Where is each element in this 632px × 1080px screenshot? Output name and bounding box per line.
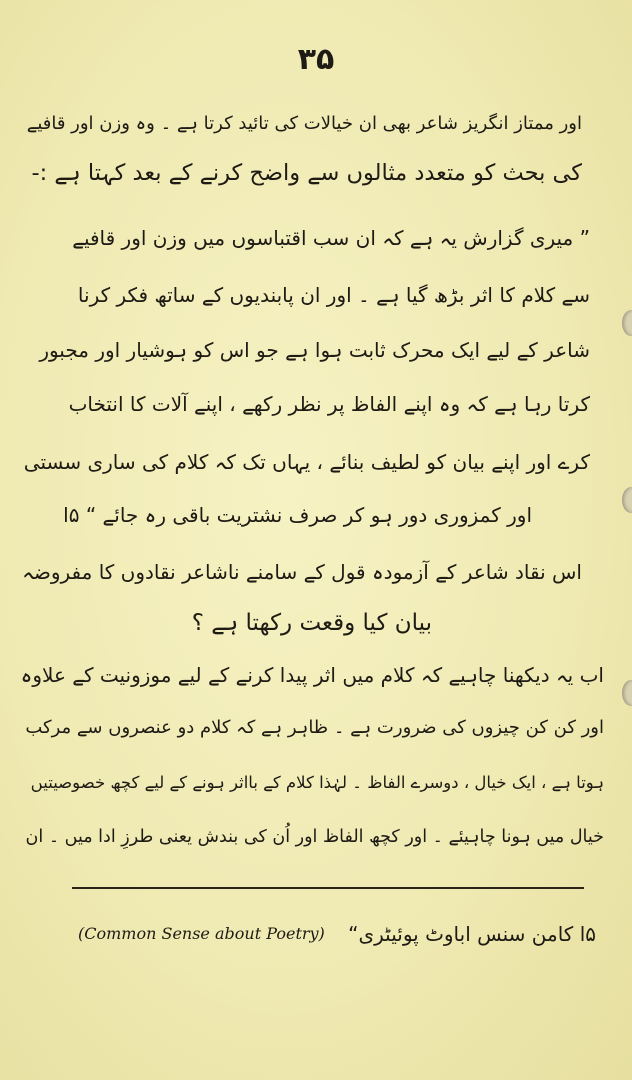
text-line: اس نقاد شاعر کے آزمودہ قول کے سامنے ناشاعر نقادوں کا مفروضہ bbox=[22, 560, 582, 584]
quote-line: اور کمزوری دور ہو کر صرف نشتریت باقی رہ جائے “ ۵ا bbox=[63, 503, 532, 527]
quote-line: کرے اور اپنے بیان کو لطیف بنائے ، یہاں تک کہ کلام کی ساری سستی bbox=[23, 450, 590, 474]
text-line: اور کن کن چیزوں کی ضرورت ہے ۔ ظاہر ہے کہ کلام دو عنصروں سے مرکب bbox=[25, 717, 604, 738]
quote-line: شاعر کے لیے ایک محرک ثابت ہوا ہے جو اس کو ہوشیار اور مجبور bbox=[39, 338, 590, 362]
footnote-urdu: ۵ا کامن سنس اباوٹ پوئیٹری“ bbox=[348, 922, 596, 946]
quote-line: ” میری گزارش یہ ہے کہ ان سب اقتباسوں میں وزن اور قافیے bbox=[72, 226, 590, 250]
text-line: کی بحث کو متعدد مثالوں سے واضح کرنے کے بعد کہتا ہے :- bbox=[31, 160, 582, 186]
text-line: اب یہ دیکھنا چاہیے کہ کلام میں اثر پیدا کرنے کے لیے موزونیت کے علاوہ bbox=[20, 663, 604, 687]
quote-line: سے کلام کا اثر بڑھ گیا ہے ۔ اور ان پابندیوں کے ساتھ فکر کرنا bbox=[77, 283, 590, 307]
footnote-divider bbox=[72, 887, 584, 889]
page-edge-tab bbox=[622, 487, 632, 513]
quote-line: کرتا رہا ہے کہ وہ اپنے الفاظ پر نظر رکھے ، اپنے آلات کا انتخاب bbox=[68, 392, 590, 416]
text-line: بیان کیا وقعت رکھتا ہے ؟ bbox=[191, 610, 432, 636]
text-line: ہوتا ہے ، ایک خیال ، دوسرے الفاظ ۔ لہٰذا کلام کے بااثر ہونے کے لیے کچھ خصوصیتیں bbox=[30, 773, 604, 792]
text-line: اور ممتاز انگریز شاعر بھی ان خیالات کی تائید کرتا ہے ۔ وہ وزن اور قافیے bbox=[26, 113, 582, 134]
page-edge-tab bbox=[622, 680, 632, 706]
text-line: خیال میں ہونا چاہیئے ۔ اور کچھ الفاظ اور اُن کی بندش یعنی طرزِ ادا میں ۔ ان bbox=[25, 827, 604, 847]
page-number: ۳۵ bbox=[297, 42, 335, 77]
footnote-english: (Common Sense about Poetry) bbox=[78, 924, 325, 943]
page-edge-tab bbox=[622, 310, 632, 336]
